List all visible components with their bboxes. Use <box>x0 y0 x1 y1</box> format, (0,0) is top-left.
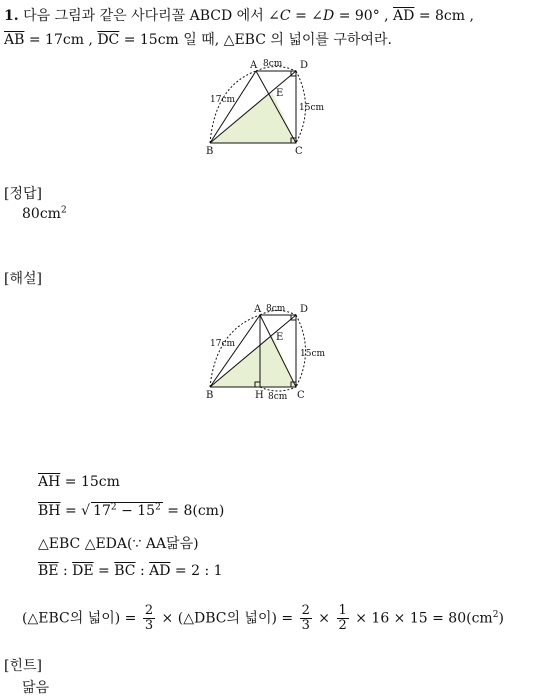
fraction-two-thirds-2 <box>300 604 312 633</box>
eq-ah-value: = 15cm <box>60 474 120 490</box>
seg-be: $\overline{BE}$ <box>38 563 59 579</box>
label-dc-length-2: 15cm <box>300 349 326 359</box>
fraction-two-thirds <box>143 604 155 633</box>
label-b: B <box>206 146 214 156</box>
label-c-2: C <box>297 390 305 401</box>
trapezoid-figure-height <box>200 302 340 402</box>
answer-heading: [정답] <box>4 186 42 202</box>
question-ad-value: = 8cm , <box>414 8 474 24</box>
eq-bh-equals: = <box>60 503 82 519</box>
label-b-2: B <box>206 390 214 401</box>
label-ad-length-2: 8cm <box>266 304 286 314</box>
sqrt-symbol: √ <box>81 503 91 519</box>
trapezoid-figure <box>200 56 340 156</box>
half-num: 1 <box>338 603 347 618</box>
label-h: H <box>255 390 264 401</box>
fraction-half <box>337 604 349 633</box>
area-close: ) <box>498 610 504 627</box>
exp-17: 2 <box>110 502 117 513</box>
seg-bh: $\overline{BH}$ <box>38 503 61 519</box>
seg-ah: $\overline{AH}$ <box>38 474 61 490</box>
frac-num-2: 2 <box>301 603 310 618</box>
question-line2: = 15cm 일 때, △EBC 의 넓이를 구하여라. <box>119 32 392 48</box>
ratio-equals: = <box>93 563 115 579</box>
label-e-2: E <box>276 332 284 343</box>
question-ab-value: = 17cm , <box>24 32 98 48</box>
hint-text: 닮음 <box>22 680 50 696</box>
area-result: × 16 × 15 = 80(cm <box>350 610 493 627</box>
label-a-2: A <box>254 304 262 315</box>
sqrt-content <box>91 502 163 519</box>
area-mid: × (△DBC의 넓이) = <box>157 610 298 627</box>
ratio-value: = 2 : 1 <box>170 563 223 579</box>
exp-15: 2 <box>155 502 161 513</box>
ratio-colon-1: : <box>58 563 73 579</box>
label-dc-length: 15cm <box>299 103 325 113</box>
root-15: − 15 <box>116 503 156 519</box>
frac-den-2: 3 <box>301 618 310 633</box>
root-17: 17 <box>93 503 111 519</box>
hint-heading: [힌트] <box>4 658 42 674</box>
question-eq2: = 90° , <box>334 8 394 24</box>
eq-ratio <box>38 563 223 579</box>
seg-de: $\overline{DE}$ <box>72 563 94 579</box>
question-eq1: = ∠ <box>290 8 324 24</box>
arc-hc <box>260 387 296 391</box>
eq-area <box>22 604 504 633</box>
question-number: 1. <box>4 8 19 24</box>
label-d: D <box>300 60 309 71</box>
eq-bh <box>38 502 224 519</box>
label-c: C <box>295 146 303 156</box>
question-line1: 다음 그림과 같은 사다리꼴 ABCD 에서 ∠ <box>23 8 280 24</box>
question-text <box>4 4 532 52</box>
label-d-2: D <box>300 304 309 315</box>
solution-heading: [해설] <box>4 271 42 287</box>
frac-den: 3 <box>144 618 154 633</box>
label-hc-length: 8cm <box>268 392 288 402</box>
answer-value <box>22 206 67 222</box>
label-ad-length: 8cm <box>263 59 283 69</box>
seg-ad-2: $\overline{AD}$ <box>149 563 171 579</box>
area-lhs: (△EBC의 넓이) = <box>22 610 141 627</box>
ratio-colon-2: : <box>135 563 150 579</box>
label-a: A <box>250 60 258 71</box>
label-e: E <box>276 88 284 99</box>
eq-ah <box>38 474 120 490</box>
label-ab-length-2: 17cm <box>210 339 236 349</box>
angle-c: C <box>279 8 291 24</box>
answer-number: 80cm <box>22 206 61 222</box>
frac-num: 2 <box>144 603 154 618</box>
area-exp: 2 <box>492 609 499 620</box>
angle-d: D <box>323 8 335 24</box>
label-ab-length: 17cm <box>210 95 236 105</box>
segment-ad: $\overline{AD}$ <box>393 8 415 24</box>
answer-exponent: 2 <box>60 205 67 216</box>
area-times: × <box>313 610 335 627</box>
segment-ab: $\overline{AB}$ <box>4 32 25 48</box>
eq-similar: △EBC △EDA(∵ AA닮음) <box>38 536 199 552</box>
segment-dc: $\overline{DC}$ <box>97 32 120 48</box>
half-den: 2 <box>338 618 347 633</box>
seg-bc: $\overline{BC}$ <box>114 563 136 579</box>
eq-bh-value: = 8(cm) <box>162 503 225 519</box>
